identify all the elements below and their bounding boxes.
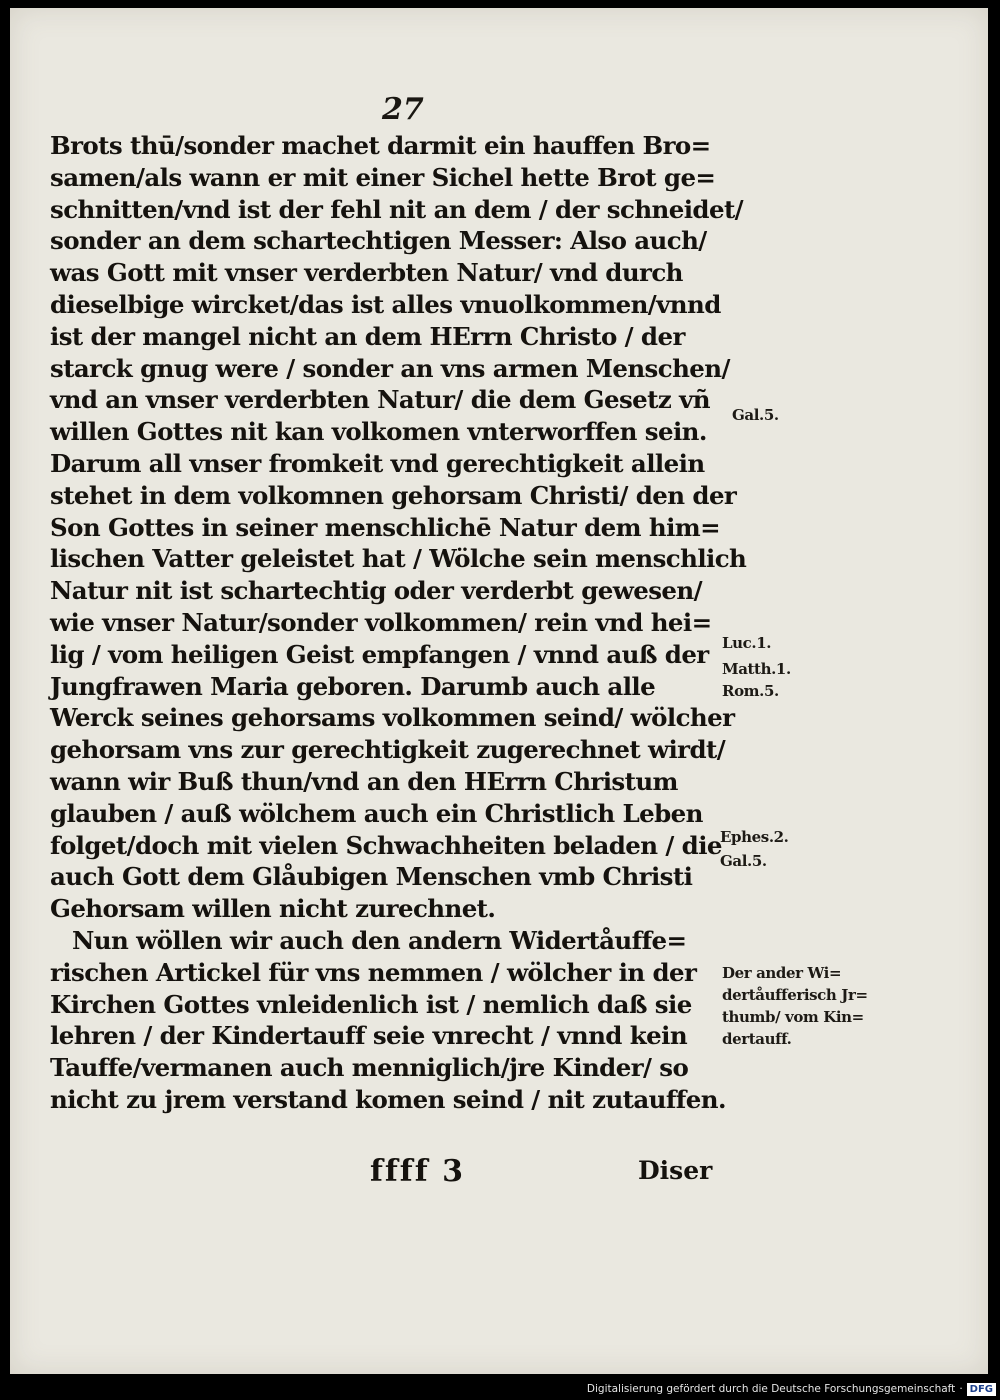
credit-separator: · [959,1383,963,1395]
margin-note: thumb/ vom Kin= [722,1008,864,1026]
margin-note: Gal.5. [732,406,779,424]
text-line: stehet in dem volkomnen gehorsam Christi/ den der [50,480,737,510]
signature-mark: ffff 3 [370,1154,465,1189]
text-line: lig / vom heiligen Geist empfangen / vnnd auß der [50,639,709,669]
text-line: gehorsam vns zur gerechtigkeit zugerechnet wirdt/ [50,735,726,765]
text-line: nicht zu jrem verstand komen seind / nit zutauffen. [50,1084,726,1114]
text-line: Brots thū/sonder machet darmit ein hauffen Bro= [50,131,711,160]
text-line: willen Gottes nit kan volkomen vnterworffen sein. [50,417,707,447]
text-line: Darum all vnser fromkeit vnd gerechtigkeit allein [50,448,705,478]
text-line: Werck seines gehorsams volkommen seind/ wölcher [50,703,735,733]
text-line: rischen Artickel für vns nemmen / wölcher in der [50,957,697,987]
text-line: wie vnser Natur/sonder volkommen/ rein vnd hei= [50,607,712,637]
text-line: sonder an dem schartechtigen Messer: Also auch/ [50,226,707,256]
margin-note: dertauff. [722,1030,792,1048]
text-line: samen/als wann er mit einer Sichel hette Brot ge= [50,162,716,192]
text-line: Gehorsam willen nicht zurechnet. [50,894,496,924]
text-line: Jungfrawen Maria geboren. Darumb auch alle [50,671,656,701]
text-line: Kirchen Gottes vnleidenlich ist / nemlich daß sie [50,989,692,1019]
dfg-logo: DFG [967,1383,996,1396]
text-line: Nun wöllen wir auch den andern Widertåuffe= [72,925,687,955]
text-line: Natur nit ist schartechtig oder verderbt gewesen/ [50,576,702,606]
text-line: folget/doch mit vielen Schwachheiten beladen / die [50,830,722,860]
text-line: glauben / auß wölchem auch ein Christlich Leben [50,798,703,828]
text-line: Tauffe/vermanen auch menniglich/jre Kinder/ so [50,1053,689,1083]
text-line: schnitten/vnd ist der fehl nit an dem / der schneidet/ [50,194,744,224]
text-line: wann wir Buß thun/vnd an den HErrn Christum [50,766,678,796]
catchword: Diser [638,1156,713,1185]
text-line: lehren / der Kindertauff seie vnrecht / vnnd kein [50,1021,688,1051]
book-page [10,8,988,1374]
text-line: vnd an vnser verderbten Natur/ die dem Gesetz vñ [50,385,710,415]
text-line: dieselbige wircket/das ist alles vnuolkommen/vnnd [50,289,721,319]
margin-note: Ephes.2. [720,828,789,846]
margin-note: Der ander Wi= [722,964,842,982]
text-line: Son Gottes in seiner menschlichē Natur dem him= [50,512,721,542]
credit-text: Digitalisierung gefördert durch die Deutsche Forschungsgemeinschaft [586,1383,956,1395]
margin-note: dertåufferisch Jr= [722,986,868,1004]
margin-note: Luc.1. [722,634,772,652]
text-line: starck gnug were / sonder an vns armen Menschen/ [50,353,730,383]
page-number: 27 [382,92,424,127]
digitization-credit [587,1380,996,1398]
margin-note: Rom.5. [722,682,779,700]
page-footer [10,1154,988,1194]
margin-note: Matth.1. [722,660,791,678]
margin-note: Gal.5. [720,852,767,870]
text-line: was Gott mit vnser verderbten Natur/ vnd durch [50,258,683,288]
text-line: lischen Vatter geleistet hat / Wölche sein menschlich [50,544,747,574]
text-line: ist der mangel nicht an dem HErrn Christo / der [50,321,685,351]
text-line: auch Gott dem Glåubigen Menschen vmb Christi [50,862,693,892]
